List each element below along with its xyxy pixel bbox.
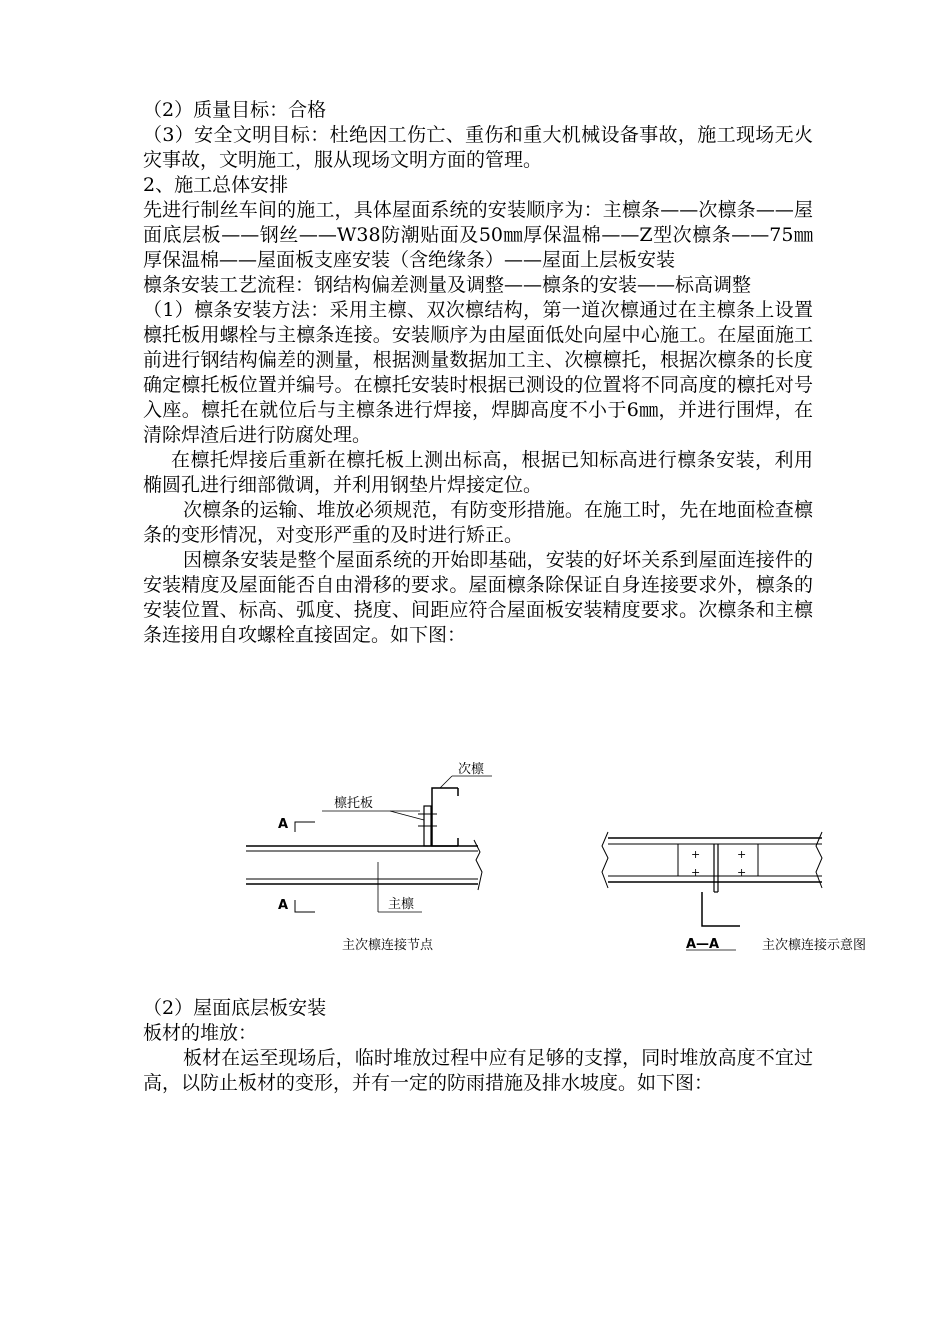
paragraph-purlin-method: （1）檩条安装方法：采用主檩、双次檩结构，第一道次檩通过在主檩条上设置檩托板用螺栓与主檩条连接。安装顺序为由屋面低处向屋中心施工。在屋面施工前进行钢结构偏差的测量，根据测量数据加工主、次檩檩托，根据次檩条的长度确定檩托板位置并编号。在檩托安装时根据已测设的位置将不同高度的檩托对号入座。檩托在就位后与主檩条进行焊接，焊脚高度不小于6㎜，并进行围焊，在清除焊渣后进行防腐处理。	[143, 299, 813, 446]
section-heading-overall-plan: 2、施工总体安排	[143, 174, 289, 196]
label-secondary-purlin: 次檩	[458, 762, 485, 777]
paragraph-transport: 次檩条的运输、堆放必须规范，有防变形措施。在施工时，先在地面检查檩条的变形情况，对变形严重的及时进行矫正。	[143, 499, 813, 546]
body-text	[143, 98, 813, 648]
paragraph-elevation: 在檩托焊接后重新在檩托板上测出标高，根据已知标高进行檩条安装，利用椭圆孔进行细部微调，并利用钢垫片焊接定位。	[143, 449, 813, 496]
label-bracket-plate: 檩托板	[334, 796, 374, 811]
aa-bolt-2: +	[737, 848, 747, 861]
leader-bracket-arrow	[390, 811, 424, 820]
section-mark-bottom	[295, 900, 315, 912]
aa-break-right	[816, 832, 822, 888]
aa-bolt-3: +	[691, 866, 701, 879]
aa-bolt-4: +	[737, 866, 747, 879]
label-section-a-top: A	[278, 817, 289, 832]
leader-secondary	[440, 776, 452, 788]
aa-secondary-purlin	[702, 892, 740, 926]
label-section-aa: A—A	[686, 937, 720, 952]
body-text-continued	[143, 996, 813, 1096]
aa-break-left	[602, 832, 608, 888]
paragraph-safety-goal: （3）安全文明目标：杜绝因工伤亡、重伤和重大机械设备事故，施工现场无火灾事故，文明施工，服从现场文明方面的管理。	[143, 124, 813, 171]
label-main-purlin: 主檩	[388, 897, 415, 912]
label-section-a-bottom: A	[278, 898, 289, 913]
section-mark-top	[295, 822, 315, 832]
caption-connection-schematic: 主次檩连接示意图	[762, 938, 867, 953]
paragraph-foundation: 因檩条安装是整个屋面系统的开始即基础，安装的好坏关系到屋面连接件的安装精度及屋面能否自由滑移的要求。屋面檩条除保证自身连接要求外，檩条的安装位置、标高、弧度、挠度、间距应符合屋面板安装精度要求。次檩条和主檩条连接用自攻螺栓直接固定。如下图：	[143, 549, 813, 646]
aa-bolt-1: +	[691, 848, 701, 861]
secondary-purlin-c-section	[432, 788, 458, 846]
caption-connection-node: 主次檩连接节点	[342, 938, 434, 953]
purlin-connection-figure	[240, 762, 900, 962]
paragraph-panel-storage: 板材在运至现场后，临时堆放过程中应有足够的支撑，同时堆放高度不宜过高，以防止板材的变形，并有一定的防雨措施及排水坡度。如下图：	[143, 1047, 813, 1094]
paragraph-purlin-process: 檩条安装工艺流程：钢结构偏差测量及调整——檩条的安装——标高调整	[143, 274, 752, 296]
paragraph-panel-storage-heading: 板材的堆放：	[143, 1022, 258, 1044]
paragraph-quality-goal: （2）质量目标：合格	[143, 99, 327, 121]
paragraph-install-sequence: 先进行制丝车间的施工，具体屋面系统的安装顺序为：主檩条——次檩条——屋面底层板——钢丝——W38防潮贴面及50㎜厚保温棉——Z型次檩条——75㎜厚保温棉——屋面板支座安装（含绝缘条）——屋面上层板安装	[143, 199, 813, 271]
break-mark-right	[474, 840, 482, 890]
section-heading-bottom-panel: （2）屋面底层板安装	[143, 997, 327, 1019]
purlin-connection-diagram	[240, 762, 900, 962]
